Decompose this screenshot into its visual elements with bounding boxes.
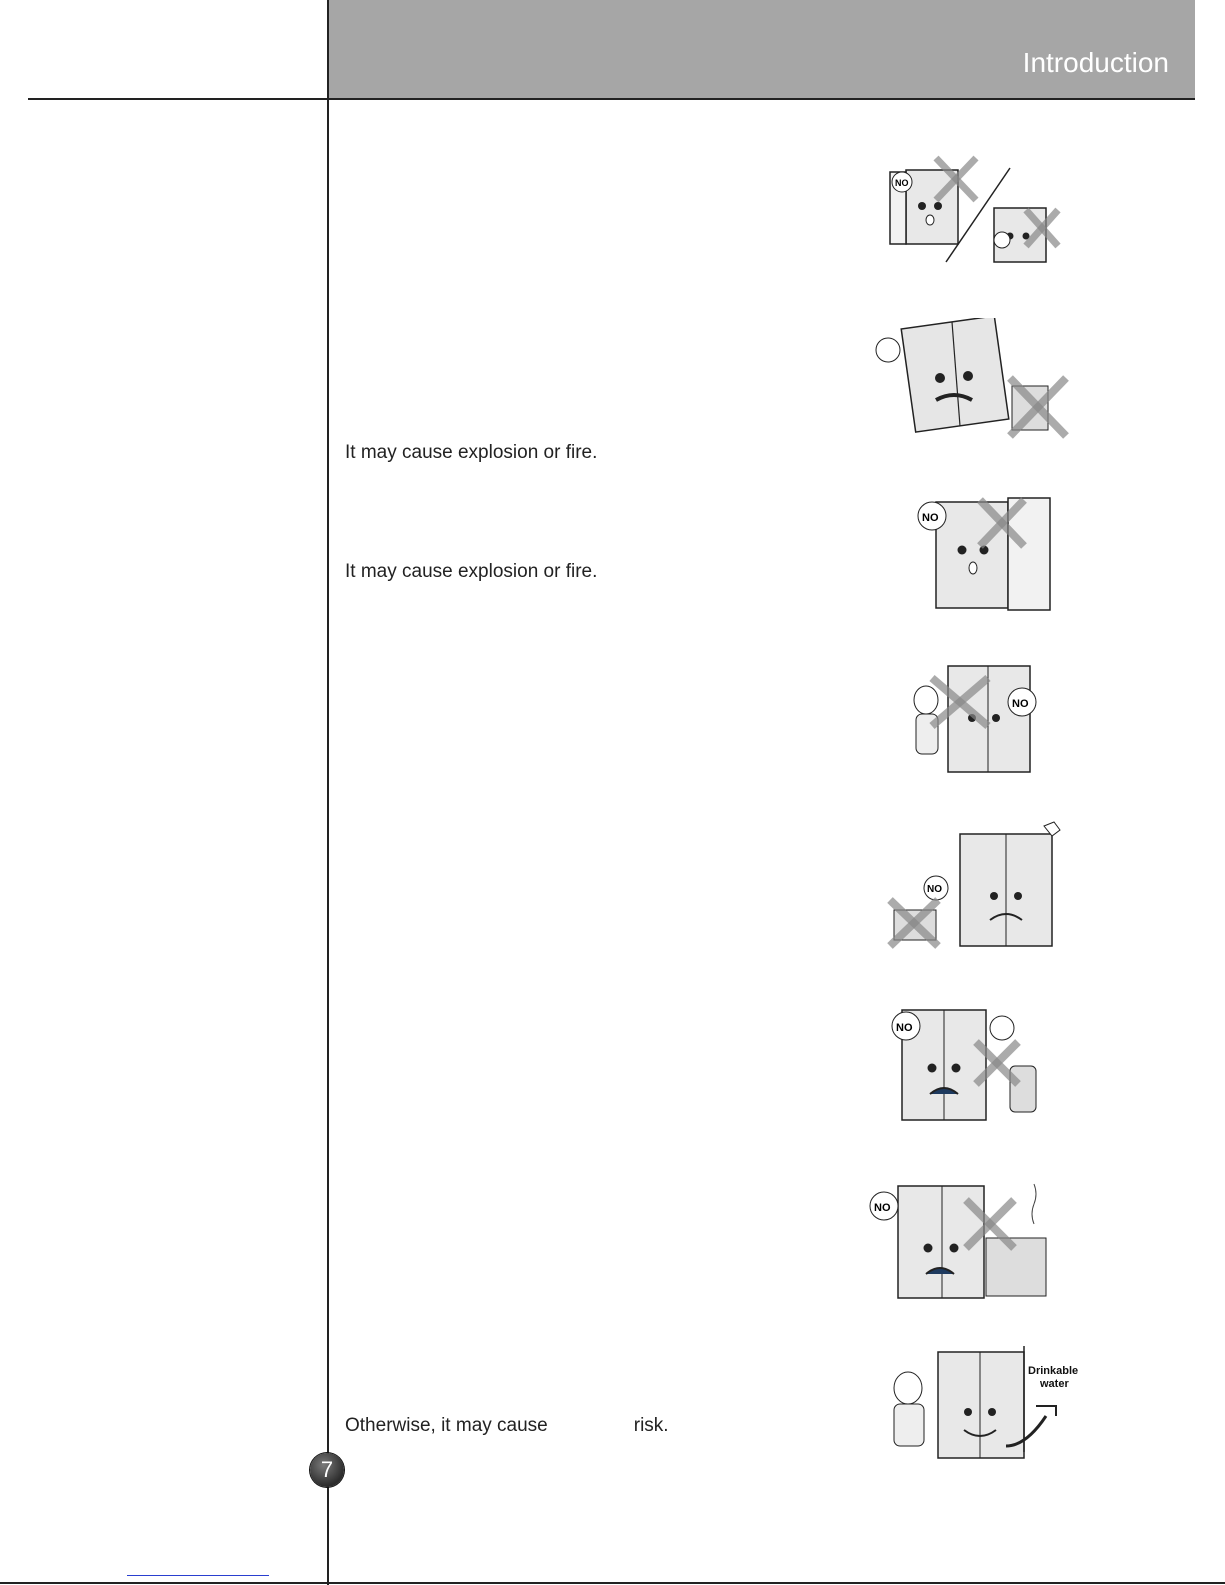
warning-text-1: It may cause explosion or fire. bbox=[345, 442, 598, 463]
svg-text:NO: NO bbox=[895, 178, 909, 188]
illustration-no-climbing bbox=[876, 150, 1066, 268]
illustration-no-heater bbox=[858, 1180, 1058, 1304]
illustration-no-flammables bbox=[858, 318, 1078, 442]
svg-text:NO: NO bbox=[927, 884, 942, 895]
illustration-no-children bbox=[908, 660, 1048, 776]
illustration-no-hanging bbox=[896, 494, 1056, 614]
section-title: Introduction bbox=[1022, 47, 1169, 78]
footer-rule bbox=[0, 1582, 1225, 1584]
svg-text:NO: NO bbox=[896, 1022, 913, 1034]
header-rule bbox=[28, 98, 1195, 100]
footer-link-underline[interactable] bbox=[127, 1575, 269, 1576]
svg-text:NO: NO bbox=[922, 512, 939, 524]
warning-text-3-before: Otherwise, it may cause bbox=[345, 1415, 548, 1436]
illustration-no-chemicals bbox=[886, 820, 1066, 950]
svg-text:NO: NO bbox=[1012, 698, 1029, 710]
warning-text-3 bbox=[345, 1415, 669, 1437]
drinkable-label-line2: water bbox=[1040, 1378, 1069, 1390]
page-number: 7 bbox=[310, 1453, 344, 1487]
illustration-no-spray bbox=[876, 1002, 1056, 1124]
drinkable-label-line1: Drinkable bbox=[1028, 1365, 1079, 1377]
illustration-drinkable-water bbox=[886, 1340, 1086, 1462]
margin-rule bbox=[327, 0, 329, 1585]
header-band bbox=[329, 0, 1195, 99]
warning-text-2: It may cause explosion or fire. bbox=[345, 561, 598, 582]
svg-text:NO: NO bbox=[874, 1202, 891, 1214]
warning-text-3-after: risk. bbox=[633, 1415, 669, 1436]
